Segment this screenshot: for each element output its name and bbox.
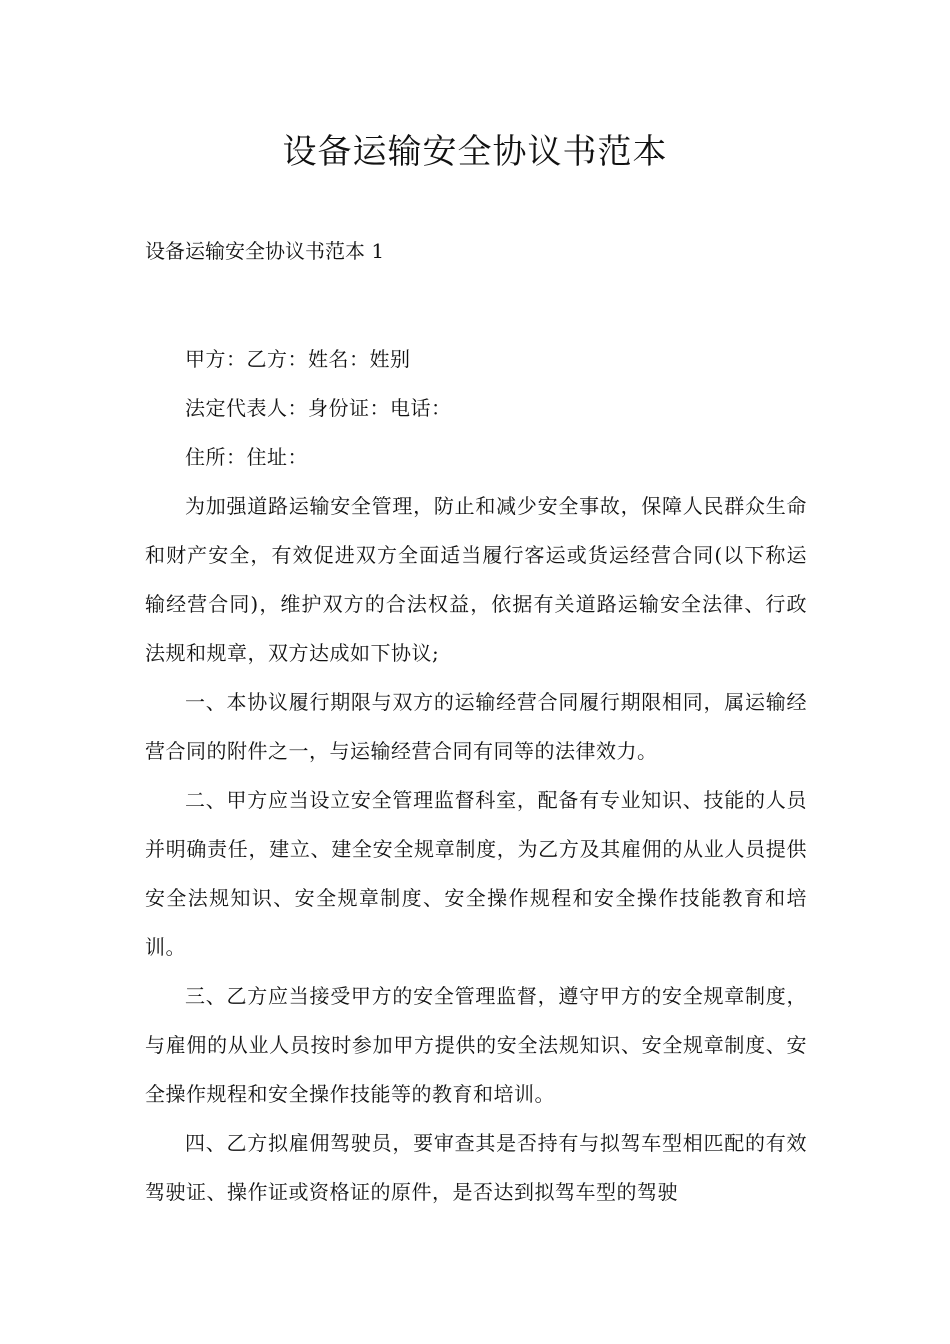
document-title: 设备运输安全协议书范本 [282, 132, 668, 172]
clause-1: 一、本协议履行期限与双方的运输经营合同履行期限相同，属运输经营合同的附件之一，与运输经营合同有同等的法律效力。 [145, 690, 807, 763]
representative-line: 法定代表人：身份证：电话： [185, 396, 452, 420]
document-body [145, 335, 807, 1217]
clause-4: 四、乙方拟雇佣驾驶员，要审查其是否持有与拟驾车型相匹配的有效驾驶证、操作证或资格证的原件，是否达到拟驾车型的驾驶 [145, 1131, 807, 1204]
document-subtitle: 设备运输安全协议书范本 1 [145, 239, 385, 263]
address-line: 住所：住址： [185, 445, 308, 469]
clause-2: 二、甲方应当设立安全管理监督科室，配备有专业知识、技能的人员并明确责任，建立、建全安全规章制度，为乙方及其雇佣的从业人员提供安全法规知识、安全规章制度、安全操作规程和安全操作技能教育和培训。 [145, 788, 807, 959]
clause-3: 三、乙方应当接受甲方的安全管理监督，遵守甲方的安全规章制度，与雇佣的从业人员按时参加甲方提供的安全法规知识、安全规章制度、安全操作规程和安全操作技能等的教育和培训。 [145, 984, 807, 1106]
preamble-paragraph: 为加强道路运输安全管理，防止和减少安全事故，保障人民群众生命和财产安全，有效促进双方全面适当履行客运或货运经营合同(以下称运输经营合同)，维护双方的合法权益，依据有关道路运输安全法律、行政法规和规章，双方达成如下协议; [145, 494, 807, 665]
party-line: 甲方：乙方：姓名：姓别 [185, 347, 411, 371]
